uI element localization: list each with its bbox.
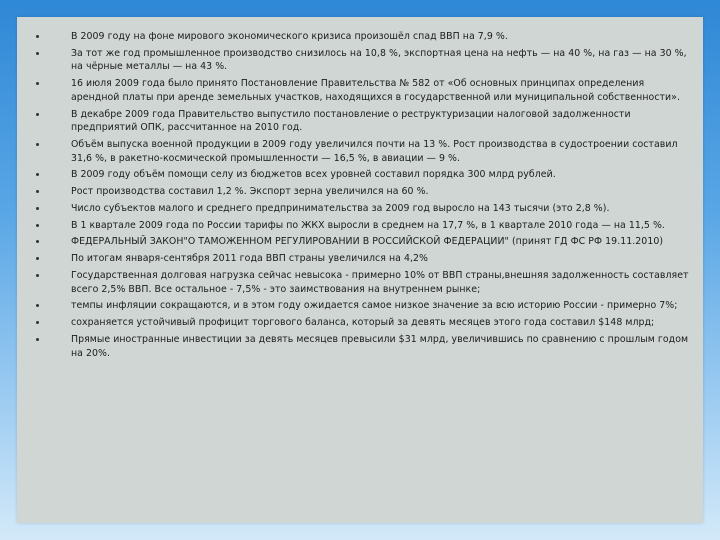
bullet-text: сохраняется устойчивый профицит торгового баланса, который за девять месяцев этого года составил $148 млрд;: [71, 317, 655, 329]
bullet-text: По итогам января-сентября 2011 года ВВП страны увеличился на 4,2%: [71, 253, 428, 265]
bullet-dot-icon: [36, 173, 39, 176]
bullet-dot-icon: [36, 113, 39, 116]
bullet-item: [17, 269, 689, 296]
bullet-item: [17, 168, 689, 182]
bullet-dot-icon: [36, 304, 39, 307]
bullet-dot-icon: [36, 82, 39, 85]
bullet-dot-icon: [36, 338, 39, 341]
bullet-item: [17, 219, 689, 233]
bullet-item: [17, 47, 689, 74]
bullet-item: [17, 333, 689, 360]
bullet-text: В 2009 году на фоне мирового экономического кризиса произошёл спад ВВП на 7,9 %.: [71, 31, 508, 42]
bullet-text: Число субъектов малого и среднего предпринимательства за 2009 год выросло на 143 тысячи (это 2,8 %).: [71, 202, 610, 214]
bullet-dot-icon: [36, 257, 39, 260]
bullet-text: темпы инфляции сокращаются, и в этом году ожидается самое низкое значение за всю историю России - примерно 7%;: [71, 300, 678, 312]
bullet-item: [17, 202, 689, 216]
bullet-dot-icon: [36, 143, 39, 146]
bullet-text: Объём выпуска военной продукции в 2009 году увеличился почти на 13 %. Рост производства в судостроении составил 31,6 %, в ракетно-космической промышленности — 16,5 %, в авиации — 9 %.: [71, 138, 678, 164]
bullet-item: [17, 108, 689, 135]
bullet-item: [17, 138, 689, 165]
bullet-text: Рост производства составил 1,2 %. Экспорт зерна увеличился на 60 %.: [71, 186, 429, 198]
bullet-item: [17, 299, 689, 313]
bullet-text: Прямые иностранные инвестиции за девять месяцев превысили $31 млрд, увеличившись по сравнению с прошлым годом на 20%.: [71, 333, 689, 359]
bullet-text: В 2009 году объём помощи селу из бюджетов всех уровней составил порядка 300 млрд рублей.: [71, 169, 556, 181]
bullet-dot-icon: [36, 190, 39, 193]
bullet-dot-icon: [36, 240, 39, 243]
bullet-item: [17, 77, 689, 104]
bullet-dot-icon: [36, 274, 39, 277]
bullet-dot-icon: [36, 321, 39, 324]
bullet-list: [17, 17, 703, 360]
bullet-text: 16 июля 2009 года было принято Постановление Правительства № 582 от «Об основных принципах определения арендной платы при аренде земельных участков, находящихся в государственной или муниципальной собственности».: [71, 78, 681, 103]
bullet-dot-icon: [36, 35, 39, 38]
bullet-text: Государственная долговая нагрузка сейчас невысока - примерно 10% от ВВП страны,внешняя задолженность составляет всего 2,5% ВВП. Все остальное - 7,5% - это заимствования на внутреннем рынке;: [71, 269, 689, 295]
bullet-item: [17, 30, 689, 44]
bullet-text: В 1 квартале 2009 года по России тарифы по ЖКХ выросли в среднем на 17,7 %, в 1 квартале 2010 года — на 11,5 %.: [71, 219, 665, 231]
bullet-dot-icon: [36, 207, 39, 210]
bullet-text: За тот же год промышленное производство снизилось на 10,8 %, экспортная цена на нефть — на 40 %, на газ — на 30 %, на чёрные металлы — на 43 %.: [71, 47, 687, 73]
bullet-text: В декабре 2009 года Правительство выпустило постановление о реструктуризации налоговой задолженности предприятий ОПК, рассчитанное на 2010 год.: [71, 108, 631, 134]
bullet-item: [17, 235, 689, 249]
bullet-text: ФЕДЕРАЛЬНЫЙ ЗАКОН"О ТАМОЖЕННОМ РЕГУЛИРОВАНИИ В РОССИЙСКОЙ ФЕДЕРАЦИИ" (принят ГД ФС РФ 19.11.2010): [71, 236, 664, 248]
slide-panel: [17, 17, 703, 523]
bullet-dot-icon: [36, 224, 39, 227]
bullet-dot-icon: [36, 52, 39, 55]
bullet-item: [17, 316, 689, 330]
bullet-item: [17, 252, 689, 266]
bullet-item: [17, 185, 689, 199]
